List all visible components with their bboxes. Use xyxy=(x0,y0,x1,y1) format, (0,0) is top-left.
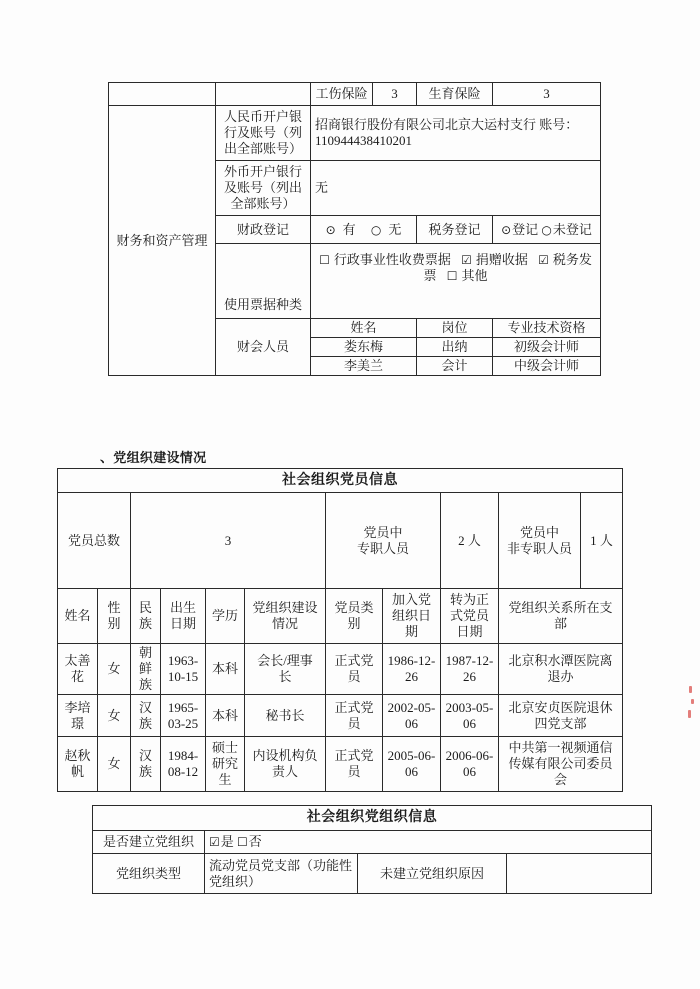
radio-option xyxy=(541,222,592,237)
finance-section-label: 财务和资产管理 xyxy=(109,106,216,376)
checkbox-option xyxy=(209,834,234,849)
member-birth-date: 1965-03-25 xyxy=(161,695,206,737)
checkbox-checked-icon: ☑ xyxy=(538,253,549,267)
member-gender: 女 xyxy=(98,737,131,792)
column-header-full-member-date: 转为正式党员日期 xyxy=(441,589,499,644)
table-row xyxy=(58,644,623,695)
member-join-date: 1986-12-26 xyxy=(383,644,441,695)
stamp-edge-mark xyxy=(688,710,691,718)
member-ethnicity: 朝鲜族 xyxy=(131,644,161,695)
table-title-row xyxy=(93,806,652,831)
column-header-position: 岗位 xyxy=(417,319,493,338)
tax-registration-label: 税务登记 xyxy=(417,216,493,244)
member-name: 李培璟 xyxy=(58,695,98,737)
stamp-edge-mark xyxy=(689,686,692,693)
option-label: 有 xyxy=(342,221,356,237)
org-established-checkbox-group xyxy=(209,834,262,849)
fiscal-registration-radio-group xyxy=(326,222,402,237)
fulltime-members-label: 党员中 专职人员 xyxy=(326,493,441,589)
member-full-member-date: 2006-06-06 xyxy=(441,737,499,792)
column-header-birth-date: 出生日期 xyxy=(161,589,206,644)
option-label: 捐赠收据 xyxy=(475,252,528,267)
member-name: 太善花 xyxy=(58,644,98,695)
staff-qualification: 中级会计师 xyxy=(493,357,601,376)
fiscal-registration-label: 财政登记 xyxy=(216,216,311,244)
member-join-date: 2002-05-06 xyxy=(383,695,441,737)
rmb-account-value: 招商银行股份有限公司北京大运村支行 账号：110944438410201 xyxy=(311,106,601,161)
table-row xyxy=(58,737,623,792)
radio-empty-icon: ○ xyxy=(541,222,552,237)
member-type: 正式党员 xyxy=(326,737,383,792)
option-label: 税务发票 xyxy=(423,252,592,283)
radio-selected-icon: ⊙ xyxy=(501,222,512,237)
table-title-row xyxy=(58,469,623,493)
invoice-types-label: 使用票据种类 xyxy=(216,244,311,319)
member-role: 会长/理事长 xyxy=(245,644,326,695)
column-header-name: 姓名 xyxy=(311,319,417,338)
party-member-info-table xyxy=(57,468,623,792)
member-branch: 北京积水潭医院离退办 xyxy=(499,644,623,695)
member-education: 本科 xyxy=(206,695,245,737)
column-header-branch: 党组织关系所在支部 xyxy=(499,589,623,644)
checkbox-option xyxy=(237,834,262,849)
member-education: 硕士研究生 xyxy=(206,737,245,792)
rmb-account-row xyxy=(109,106,601,161)
radio-option xyxy=(326,222,356,237)
org-not-established-reason-label: 未建立党组织原因 xyxy=(358,854,507,894)
party-org-info-table xyxy=(92,805,652,894)
member-role: 内设机构负责人 xyxy=(245,737,326,792)
radio-option xyxy=(371,222,402,237)
column-header-member-type: 党员类别 xyxy=(326,589,383,644)
column-header-education: 学历 xyxy=(206,589,245,644)
empty-cell xyxy=(109,83,216,106)
member-header-row xyxy=(58,589,623,644)
checkbox-option xyxy=(461,252,528,267)
org-established-row xyxy=(93,831,652,854)
checkbox-checked-icon: ☑ xyxy=(209,835,220,849)
member-full-member-date: 1987-12-26 xyxy=(441,644,499,695)
maternity-insurance-label: 生育保险 xyxy=(417,83,493,106)
option-label: 行政事业性收费票据 xyxy=(333,252,451,267)
org-type-label: 党组织类型 xyxy=(93,854,205,894)
foreign-account-label: 外币开户银行及账号（列出全部账号） xyxy=(216,161,311,216)
member-education: 本科 xyxy=(206,644,245,695)
option-label: 其他 xyxy=(461,268,488,283)
option-label: 未登记 xyxy=(552,221,592,237)
member-role: 秘书长 xyxy=(245,695,326,737)
staff-name: 李美兰 xyxy=(311,357,417,376)
empty-cell xyxy=(216,83,311,106)
member-join-date: 2005-06-06 xyxy=(383,737,441,792)
column-header-role: 党组织建设情况 xyxy=(245,589,326,644)
tax-registration-options xyxy=(493,216,601,244)
radio-empty-icon: ○ xyxy=(370,222,382,237)
staff-name: 娄东梅 xyxy=(311,338,417,357)
checkbox-checked-icon: ☑ xyxy=(461,253,472,267)
member-name: 赵秋帆 xyxy=(58,737,98,792)
table-row xyxy=(58,695,623,737)
org-type-value: 流动党员党支部（功能性党组织） xyxy=(205,854,358,894)
tax-registration-radio-group xyxy=(501,222,592,237)
org-info-title: 社会组织党组织信息 xyxy=(93,806,652,831)
member-birth-date: 1984-08-12 xyxy=(161,737,206,792)
work-injury-insurance-value: 3 xyxy=(373,83,417,106)
maternity-insurance-value: 3 xyxy=(493,83,601,106)
fiscal-registration-options xyxy=(311,216,417,244)
member-birth-date: 1963-10-15 xyxy=(161,644,206,695)
accounting-staff-label: 财会人员 xyxy=(216,319,311,376)
parttime-members-label: 党员中 非专职人员 xyxy=(499,493,581,589)
checkbox-empty-icon: ☐ xyxy=(446,269,458,283)
insurance-row xyxy=(109,83,601,106)
member-info-title: 社会组织党员信息 xyxy=(58,469,623,493)
option-label: 登记 xyxy=(512,221,539,237)
rmb-account-label: 人民币开户银行及账号（列出全部账号） xyxy=(216,106,311,161)
stamp-edge-mark xyxy=(691,699,694,704)
org-established-label: 是否建立党组织 xyxy=(93,831,205,854)
column-header-name: 姓名 xyxy=(58,589,98,644)
fulltime-members-value: 2 人 xyxy=(441,493,499,589)
work-injury-insurance-label: 工伤保险 xyxy=(311,83,373,106)
member-count-row xyxy=(58,493,623,589)
column-header-gender: 性别 xyxy=(98,589,131,644)
org-established-options xyxy=(205,831,652,854)
member-total-value: 3 xyxy=(131,493,326,589)
invoice-types-checkbox-group xyxy=(319,252,592,283)
checkbox-option xyxy=(319,252,451,267)
staff-qualification: 初级会计师 xyxy=(493,338,601,357)
org-not-established-reason-value xyxy=(507,854,652,894)
column-header-join-date: 加入党组织日期 xyxy=(383,589,441,644)
parttime-members-value: 1 人 xyxy=(581,493,623,589)
member-gender: 女 xyxy=(98,644,131,695)
section-heading: 、党组织建设情况 xyxy=(100,451,207,466)
member-ethnicity: 汉族 xyxy=(131,695,161,737)
member-gender: 女 xyxy=(98,695,131,737)
finance-assets-table xyxy=(108,82,601,376)
member-full-member-date: 2003-05-06 xyxy=(441,695,499,737)
option-label: 是 xyxy=(220,834,234,849)
foreign-account-value: 无 xyxy=(311,161,601,216)
option-label: 否 xyxy=(248,834,262,849)
invoice-types-options xyxy=(311,244,601,319)
member-type: 正式党员 xyxy=(326,644,383,695)
member-branch: 北京安贞医院退休四党支部 xyxy=(499,695,623,737)
staff-position: 会计 xyxy=(417,357,493,376)
checkbox-empty-icon: ☐ xyxy=(237,835,248,849)
column-header-qualification: 专业技术资格 xyxy=(493,319,601,338)
member-ethnicity: 汉族 xyxy=(131,737,161,792)
radio-option xyxy=(501,222,538,237)
column-header-ethnicity: 民族 xyxy=(131,589,161,644)
member-branch: 中共第一视频通信传媒有限公司委员会 xyxy=(499,737,623,792)
org-type-row xyxy=(93,854,652,894)
member-total-label: 党员总数 xyxy=(58,493,131,589)
option-label: 无 xyxy=(388,221,402,237)
checkbox-empty-icon: ☐ xyxy=(319,253,330,267)
radio-selected-icon: ⊙ xyxy=(325,222,336,237)
checkbox-option xyxy=(447,268,488,283)
staff-position: 出纳 xyxy=(417,338,493,357)
member-type: 正式党员 xyxy=(326,695,383,737)
